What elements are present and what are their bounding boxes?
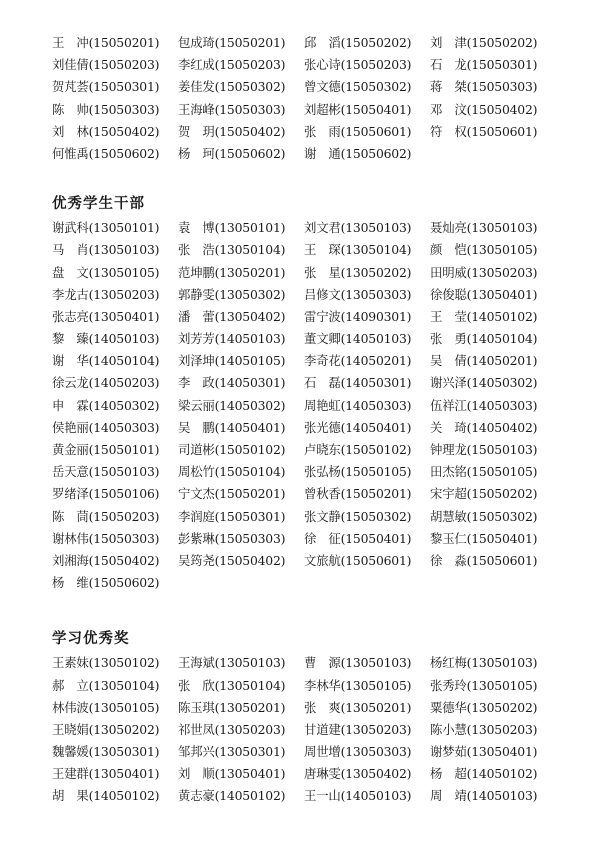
student-entry: 林伟波(13050105) (52, 699, 160, 715)
student-entry: 文旅航(15050601) (304, 552, 412, 568)
student-entry: 徐云龙(14050203) (52, 375, 160, 391)
student-entry: 宋宇超(15050202) (430, 486, 538, 502)
student-entry: 刘芳芳(14050103) (178, 331, 286, 347)
student-entry: 姜佳发(15050302) (178, 79, 286, 95)
student-entry: 李红成(15050203) (178, 57, 286, 73)
student-entry: 谢林伟(15050303) (52, 530, 160, 546)
student-entry: 黎玉仁(15050401) (430, 530, 538, 546)
student-entry: 石 龙(15050301) (430, 57, 538, 73)
student-entry: 杨 维(15050602) (52, 575, 160, 591)
student-entry: 周 靖(14050103) (430, 788, 538, 804)
student-entry: 王建群(13050401) (52, 766, 160, 782)
student-entry: 伍祥江(14050303) (430, 397, 538, 413)
student-entry: 符 权(15050601) (430, 123, 538, 139)
student-entry: 罗绪泽(15050106) (52, 486, 160, 502)
student-entry: 张志亮(13050401) (52, 308, 160, 324)
student-entry: 谢 华(14050104) (52, 353, 160, 369)
student-entry: 宁文杰(15050201) (178, 486, 286, 502)
student-entry: 张 星(13050202) (304, 264, 412, 280)
student-entry: 王素妹(13050102) (52, 655, 160, 671)
student-entry: 袁 博(13050101) (178, 220, 286, 236)
student-entry: 邓 汶(15050402) (430, 101, 538, 117)
student-entry: 张文静(15050302) (304, 508, 412, 524)
student-entry: 杨红梅(13050103) (430, 655, 538, 671)
student-entry: 田明威(13050203) (430, 264, 538, 280)
student-entry: 张光德(14050401) (304, 419, 412, 435)
student-entry: 马 肖(13050103) (52, 242, 160, 258)
student-entry: 吴 倩(14050201) (430, 353, 538, 369)
student-entry: 黄金丽(15050101) (52, 442, 160, 457)
student-entry: 谢兴泽(14050302) (430, 375, 538, 391)
student-entry: 王 莹(14050102) (430, 308, 538, 324)
student-entry: 张弘杨(15050105) (304, 464, 412, 480)
student-entry: 刘超彬(15050401) (304, 101, 412, 117)
student-entry: 贺 玥(15050402) (178, 123, 286, 139)
student-entry: 何惟禹(15050602) (52, 145, 160, 161)
student-entry: 吴 鹏(14050401) (178, 419, 286, 435)
student-entry: 陈玉琪(13050201) (178, 699, 286, 715)
student-entry: 盘 文(13050105) (52, 264, 160, 280)
student-entry: 陈 帅(15050303) (52, 101, 160, 117)
student-entry: 董文卿(14050103) (304, 331, 412, 347)
student-entry: 王 琛(13050104) (304, 242, 412, 258)
student-entry: 黄志豪(14050102) (178, 788, 286, 804)
student-entry: 王晓娟(13050202) (52, 721, 160, 737)
student-entry: 李龙古(13050203) (52, 286, 160, 302)
award-list-page (52, 32, 562, 808)
student-entry: 杨 珂(15050602) (178, 145, 286, 161)
student-entry: 张心诗(15050203) (304, 57, 412, 73)
student-entry: 徐 淼(15050601) (430, 552, 538, 568)
student-entry: 周世增(13050303) (304, 744, 412, 760)
student-entry: 谢武科(13050101) (52, 220, 160, 236)
student-entry: 魏馨媛(13050301) (52, 744, 160, 760)
student-entry: 彭紫琳(15050303) (178, 530, 286, 546)
student-entry: 曾文德(15050302) (304, 79, 412, 95)
section-cadres-grid (52, 217, 562, 594)
student-entry: 陈小慧(13050203) (430, 721, 538, 737)
student-entry: 司道彬(15050102) (178, 442, 286, 457)
student-entry: 徐 征(15050401) (304, 530, 412, 546)
student-entry: 雷宁波(14090301) (304, 308, 412, 324)
student-entry: 刘 津(15050202) (430, 35, 538, 50)
student-entry: 谢 通(15050602) (304, 145, 412, 161)
student-entry: 张 勇(14050104) (430, 331, 538, 347)
section-title-study: 学习优秀奖 (52, 631, 130, 648)
student-entry: 李润庭(15050301) (178, 508, 286, 524)
student-entry: 周松竹(15050104) (178, 464, 286, 480)
student-entry: 邱 滔(15050202) (304, 35, 412, 50)
student-entry: 粟德华(13050202) (430, 699, 538, 715)
section-study-grid (52, 652, 562, 807)
student-entry: 申 霖(14050302) (52, 397, 160, 413)
student-entry: 唐琳雯(13050402) (304, 766, 412, 782)
student-entry: 杨 超(14050102) (430, 766, 538, 782)
student-entry: 陈 茼(15050203) (52, 508, 160, 524)
student-entry: 郝 立(13050104) (52, 677, 160, 693)
student-entry: 张秀玲(13050105) (430, 677, 538, 693)
student-entry: 刘湘海(15050402) (52, 552, 160, 568)
student-entry: 曹 源(13050103) (304, 655, 412, 671)
student-entry: 潘 蕾(13050402) (178, 308, 286, 324)
student-entry: 张 爽(13050201) (304, 699, 412, 715)
student-entry: 周艳虹(14050303) (304, 397, 412, 413)
student-entry: 王一山(14050103) (304, 788, 412, 804)
student-entry: 钟理龙(15050103) (430, 442, 538, 457)
student-entry: 王 冲(15050201) (52, 35, 160, 50)
student-entry: 李林华(13050105) (304, 677, 412, 693)
student-entry: 贺芃荟(15050301) (52, 79, 160, 95)
student-entry: 侯艳丽(14050303) (52, 419, 160, 435)
student-entry: 曾秋香(15050201) (304, 486, 412, 502)
student-entry: 黎 臻(14050103) (52, 331, 160, 347)
student-entry: 范坤鹏(13050201) (178, 264, 286, 280)
student-entry: 吕修文(13050303) (304, 286, 412, 302)
section-top-grid (52, 32, 562, 165)
student-entry: 李 政(14050301) (178, 375, 286, 391)
student-entry: 石 磊(14050301) (304, 375, 412, 391)
student-entry: 王海斌(13050103) (178, 655, 286, 671)
student-entry: 谢梦茹(13050401) (430, 744, 538, 760)
student-entry: 邹邦兴(13050301) (178, 744, 286, 760)
student-entry: 张 雨(15050601) (304, 123, 412, 139)
student-entry: 刘 顺(13050401) (178, 766, 286, 782)
student-entry: 刘 林(15050402) (52, 123, 160, 139)
student-entry: 刘泽坤(14050105) (178, 353, 286, 369)
student-entry: 张 浩(13050104) (178, 242, 286, 258)
student-entry: 徐俊聪(13050401) (430, 286, 538, 302)
student-entry: 蒋 桀(15050303) (430, 79, 538, 95)
student-entry: 刘文君(13050103) (304, 220, 412, 236)
student-entry: 王海峰(15050303) (178, 101, 286, 117)
student-entry: 聂灿亮(13050103) (430, 220, 538, 236)
student-entry: 刘佳倩(15050203) (52, 57, 160, 73)
student-entry: 甘道建(13050203) (304, 721, 412, 737)
student-entry: 郭静雯(13050302) (178, 286, 286, 302)
student-entry: 胡慧敏(15050302) (430, 508, 538, 524)
student-entry: 田杰铭(15050105) (430, 464, 538, 480)
student-entry: 梁云丽(14050302) (178, 397, 286, 413)
student-entry: 颜 恺(13050105) (430, 242, 538, 258)
student-entry: 包成琦(15050201) (178, 35, 286, 50)
student-entry: 祁世凤(13050203) (178, 721, 286, 737)
student-entry: 卢晓东(15050102) (304, 442, 412, 457)
student-entry: 李奇花(14050201) (304, 353, 412, 369)
student-entry: 吴筠尧(15050402) (178, 552, 286, 568)
student-entry: 张 欣(13050104) (178, 677, 286, 693)
student-entry: 胡 果(14050102) (52, 788, 160, 804)
student-entry: 岳天意(15050103) (52, 464, 160, 480)
student-entry: 关 琦(14050402) (430, 419, 538, 435)
section-title-cadres: 优秀学生干部 (52, 196, 145, 213)
